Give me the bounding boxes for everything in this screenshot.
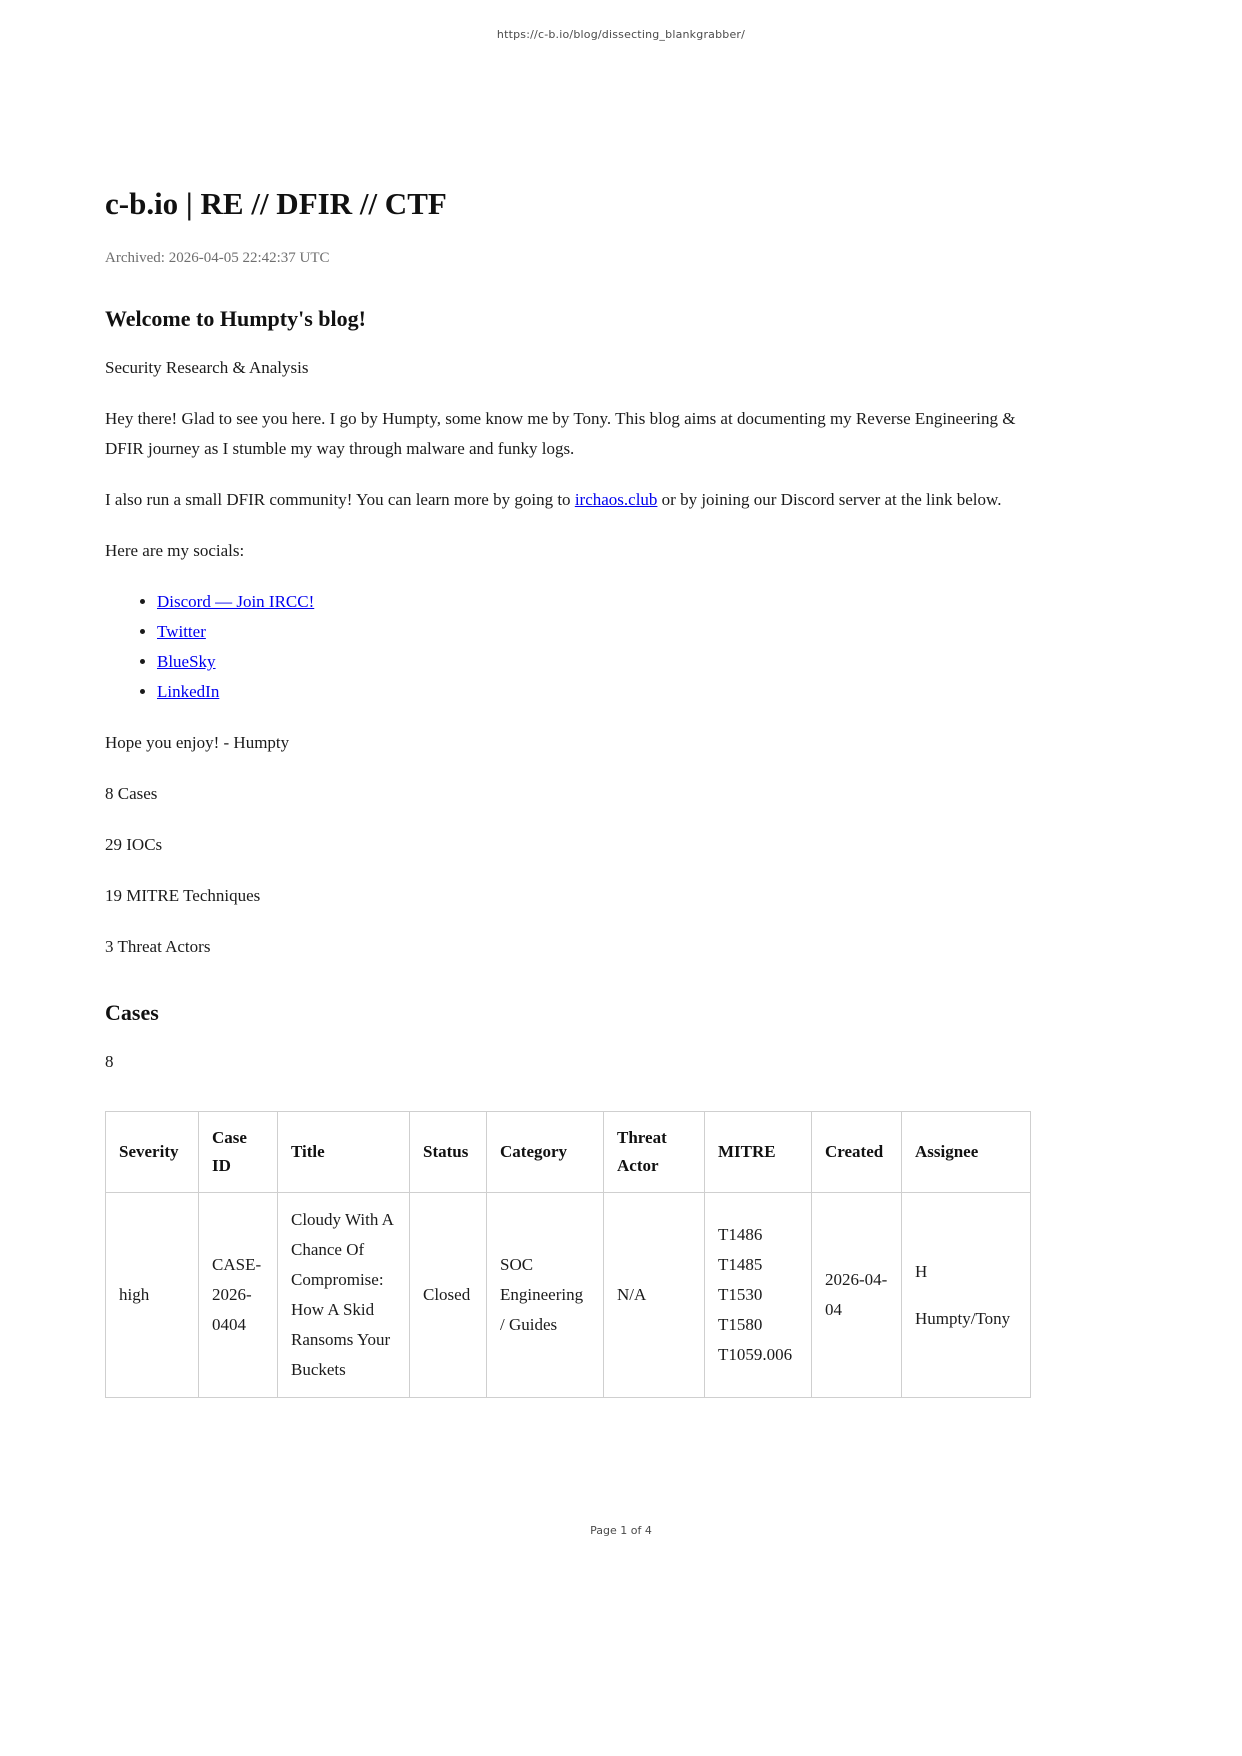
header-severity: Severity	[106, 1112, 199, 1193]
header-mitre: MITRE	[705, 1112, 812, 1193]
cell-assignee	[902, 1193, 1031, 1398]
cell-title: Cloudy With A Chance Of Compromise: How A Skid Ransoms Your Buckets	[278, 1193, 410, 1398]
cell-mitre	[705, 1193, 812, 1398]
header-title: Title	[278, 1112, 410, 1193]
print-url-header: https://c-b.io/blog/dissecting_blankgrabber/	[496, 28, 746, 41]
welcome-heading: Welcome to Humpty's blog!	[105, 306, 366, 331]
irchaos-link[interactable]: irchaos.club	[574, 490, 658, 509]
header-category: Category	[487, 1112, 604, 1193]
cases-count: 8	[105, 1052, 114, 1071]
stat-cases: 8 Cases	[105, 784, 158, 803]
bluesky-link[interactable]: BlueSky	[157, 652, 216, 671]
archived-timestamp: Archived: 2026-04-05 22:42:37 UTC	[105, 250, 330, 266]
cell-status: Closed	[410, 1193, 487, 1398]
subheading: Security Research & Analysis	[105, 358, 309, 377]
mitre-technique: T1530	[718, 1285, 763, 1304]
outro-text: Hope you enjoy! - Humpty	[105, 733, 290, 752]
social-item-twitter	[157, 617, 1030, 647]
header-case-id: Case ID	[199, 1112, 278, 1193]
header-assignee: Assignee	[902, 1112, 1031, 1193]
cell-category: SOC Engineering / Guides	[487, 1193, 604, 1398]
cases-heading: Cases	[105, 1000, 159, 1025]
mitre-technique: T1059.006	[718, 1345, 793, 1364]
assignee-name: Humpty/Tony	[915, 1308, 1011, 1328]
table-header-row	[106, 1112, 1031, 1193]
page-number-footer: Page 1 of 4	[590, 1524, 652, 1537]
social-item-discord	[157, 587, 1030, 617]
community-text-before: I also run a small DFIR community! You can learn more by going to	[105, 490, 575, 509]
community-paragraph	[105, 485, 1030, 515]
cell-case-id: CASE-2026-0404	[199, 1193, 278, 1398]
linkedin-link[interactable]: LinkedIn	[157, 682, 220, 701]
social-item-linkedin	[157, 677, 1030, 707]
cases-table	[105, 1111, 1031, 1398]
site-title: c-b.io | RE // DFIR // CTF	[105, 186, 447, 221]
intro-paragraph: Hey there! Glad to see you here. I go by Humpty, some know me by Tony. This blog aims at documenting my Reverse Engineering & DFIR journey as I stumble my way through malware and funky logs.	[105, 409, 1016, 458]
social-item-bluesky	[157, 647, 1030, 677]
header-status: Status	[410, 1112, 487, 1193]
assignee-initial: H	[915, 1261, 928, 1281]
cell-created: 2026-04-04	[812, 1193, 902, 1398]
community-text-after: or by joining our Discord server at the link below.	[657, 490, 1002, 509]
header-threat-actor: Threat Actor	[604, 1112, 705, 1193]
socials-list	[105, 587, 1030, 707]
stat-iocs: 29 IOCs	[105, 835, 163, 854]
cell-severity: high	[106, 1193, 199, 1398]
cell-threat-actor: N/A	[604, 1193, 705, 1398]
stat-mitre-techniques: 19 MITRE Techniques	[105, 886, 261, 905]
header-created: Created	[812, 1112, 902, 1193]
stat-threat-actors: 3 Threat Actors	[105, 937, 211, 956]
socials-label: Here are my socials:	[105, 541, 245, 560]
mitre-technique: T1580	[718, 1315, 763, 1334]
content	[105, 186, 1030, 1398]
mitre-technique: T1485	[718, 1255, 763, 1274]
discord-link[interactable]: Discord — Join IRCC!	[157, 592, 315, 611]
table-row	[106, 1193, 1031, 1398]
mitre-technique: T1486	[718, 1225, 763, 1244]
twitter-link[interactable]: Twitter	[157, 622, 206, 641]
